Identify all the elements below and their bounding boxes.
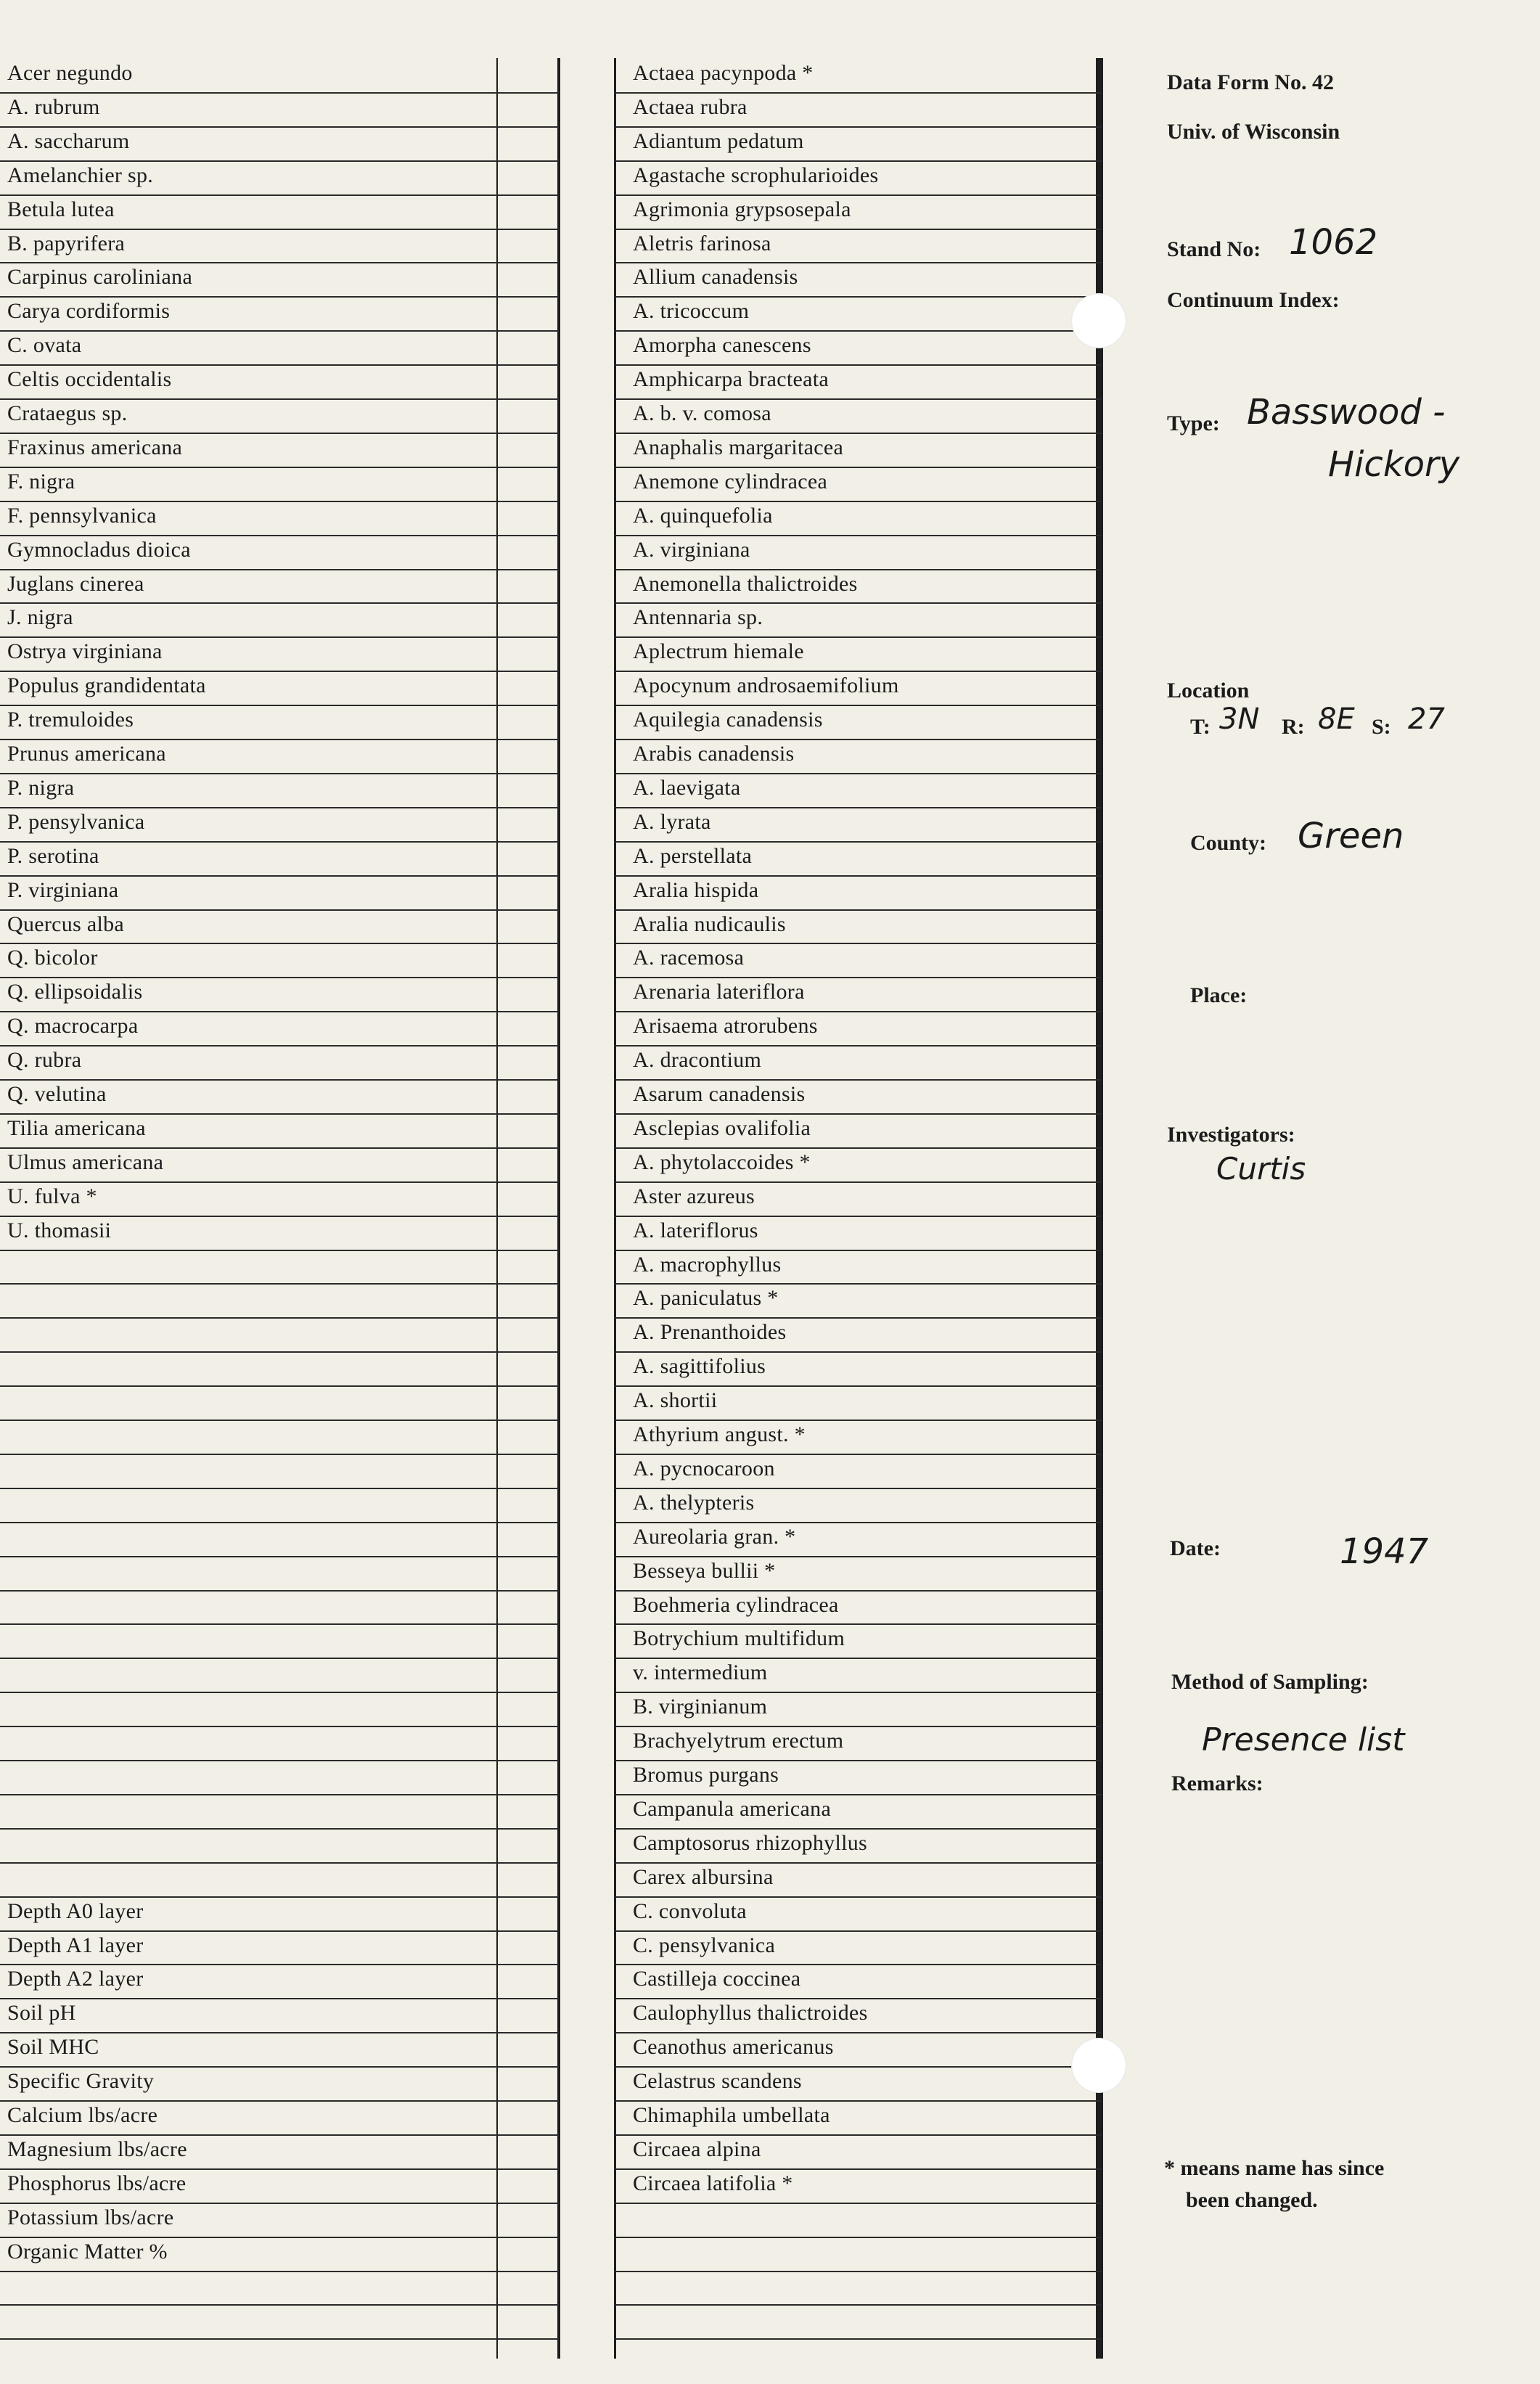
row-rule xyxy=(615,1556,1102,1557)
row-rule xyxy=(615,1250,1102,1251)
row-rule xyxy=(0,1420,559,1421)
row-rule xyxy=(615,875,1102,877)
right-species-name: Aplectrum hiemale xyxy=(633,639,804,663)
row-rule xyxy=(615,467,1102,468)
row-rule xyxy=(615,943,1102,944)
left-species-name: Amelanchier sp. xyxy=(7,163,154,187)
row-rule xyxy=(615,807,1102,808)
row-rule xyxy=(615,398,1102,400)
row-rule xyxy=(0,92,559,94)
row-rule xyxy=(615,1692,1102,1693)
left-species-name: P. serotina xyxy=(7,844,99,868)
right-species-name: Ceanothus americanus xyxy=(633,2035,834,2059)
row-rule xyxy=(615,1351,1102,1353)
right-species-name: Arabis canadensis xyxy=(633,742,795,766)
row-rule xyxy=(615,1011,1102,1012)
row-rule xyxy=(615,92,1102,94)
row-rule xyxy=(615,1522,1102,1523)
row-rule xyxy=(0,1045,559,1046)
right-species-name: A. laevigata xyxy=(633,776,741,800)
species-grid xyxy=(0,58,1106,2359)
left-species-name: P. nigra xyxy=(7,776,75,800)
soil-measure-label: Depth A1 layer xyxy=(7,1933,144,1957)
row-rule xyxy=(615,1317,1102,1319)
row-rule xyxy=(615,2168,1102,2170)
row-rule xyxy=(615,569,1102,570)
soil-measure-label: Magnesium lbs/acre xyxy=(7,2137,187,2161)
investigators-value: Curtis xyxy=(1216,1151,1306,1187)
row-rule xyxy=(0,1113,559,1115)
right-species-name: Aureolaria gran. * xyxy=(633,1525,796,1549)
row-rule xyxy=(0,433,559,434)
row-rule xyxy=(0,875,559,877)
left-species-name: Ostrya virginiana xyxy=(7,639,163,663)
left-species-name: Betula lutea xyxy=(7,197,115,221)
column-rule xyxy=(614,58,616,2359)
right-species-name: Agastache scrophularioides xyxy=(633,163,879,187)
soil-measure-label: Specific Gravity xyxy=(7,2069,155,2093)
row-rule xyxy=(0,739,559,740)
row-rule xyxy=(615,194,1102,196)
row-rule xyxy=(0,2066,559,2068)
right-species-name: Campanula americana xyxy=(633,1797,832,1821)
row-rule xyxy=(615,1113,1102,1115)
location-label: Location xyxy=(1167,679,1250,702)
right-species-name: Boehmeria cylindracea xyxy=(633,1593,839,1617)
row-rule xyxy=(0,977,559,978)
column-rule xyxy=(496,58,498,2359)
section-label: S: xyxy=(1372,715,1391,739)
row-rule xyxy=(615,535,1102,536)
row-rule xyxy=(0,1590,559,1592)
right-species-name: v. intermedium xyxy=(633,1660,768,1684)
row-rule xyxy=(0,1658,559,1659)
method-of-sampling-value: Presence list xyxy=(1202,1721,1405,1758)
row-rule xyxy=(615,841,1102,843)
right-species-name: Agrimonia grypsosepala xyxy=(633,197,851,221)
row-rule xyxy=(615,1760,1102,1761)
row-rule xyxy=(615,1964,1102,1965)
row-rule xyxy=(0,1250,559,1251)
left-species-name: C. ovata xyxy=(7,333,82,357)
row-rule xyxy=(615,364,1102,366)
left-species-name: Carya cordiformis xyxy=(7,299,171,323)
row-rule xyxy=(615,296,1102,298)
right-species-name: Athyrium angust. * xyxy=(633,1422,806,1446)
right-species-name: Circaea latifolia * xyxy=(633,2171,793,2195)
row-rule xyxy=(615,2203,1102,2204)
row-rule xyxy=(0,943,559,944)
right-species-name: A. macrophyllus xyxy=(633,1253,782,1277)
row-rule xyxy=(615,909,1102,911)
row-rule xyxy=(0,1964,559,1965)
row-rule xyxy=(0,1283,559,1285)
row-rule xyxy=(0,330,559,332)
row-rule xyxy=(615,262,1102,263)
row-rule xyxy=(0,1998,559,1999)
row-rule xyxy=(615,2271,1102,2272)
right-species-name: Brachyelytrum erectum xyxy=(633,1729,844,1753)
row-rule xyxy=(0,1556,559,1557)
right-species-name: Circaea alpina xyxy=(633,2137,761,2161)
row-rule xyxy=(0,1351,559,1353)
row-rule xyxy=(0,467,559,468)
row-rule xyxy=(615,1079,1102,1081)
row-rule xyxy=(615,1147,1102,1149)
row-rule xyxy=(615,602,1102,604)
continuum-index-label: Continuum Index: xyxy=(1167,288,1340,312)
row-rule xyxy=(0,2168,559,2170)
left-species-name: U. thomasii xyxy=(7,1218,112,1242)
remarks-label: Remarks: xyxy=(1171,1771,1263,1795)
right-species-name: Besseya bullii * xyxy=(633,1559,776,1583)
right-species-name: Caulophyllus thalictroides xyxy=(633,2001,868,2025)
row-rule xyxy=(0,1623,559,1625)
right-species-name: Chimaphila umbellata xyxy=(633,2103,830,2127)
right-species-name: Arenaria lateriflora xyxy=(633,980,805,1004)
row-rule xyxy=(0,160,559,162)
row-rule xyxy=(615,1998,1102,1999)
row-rule xyxy=(615,1590,1102,1592)
left-species-name: Celtis occidentalis xyxy=(7,367,172,391)
row-rule xyxy=(0,126,559,128)
row-rule xyxy=(615,1454,1102,1455)
row-rule xyxy=(615,1623,1102,1625)
right-species-name: C. pensylvanica xyxy=(633,1933,776,1957)
right-species-name: A. sagittifolius xyxy=(633,1354,766,1378)
right-species-name: Amorpha canescens xyxy=(633,333,811,357)
row-rule xyxy=(615,160,1102,162)
left-species-name: Populus grandidentata xyxy=(7,673,206,697)
punch-hole xyxy=(1071,293,1126,348)
type-value-line2: Hickory xyxy=(1328,444,1460,485)
row-rule xyxy=(0,705,559,706)
right-species-name: Arisaema atrorubens xyxy=(633,1014,818,1038)
row-rule xyxy=(615,1828,1102,1830)
place-label: Place: xyxy=(1190,983,1248,1007)
row-rule xyxy=(0,1385,559,1387)
row-rule xyxy=(0,2237,559,2238)
left-species-name: Acer negundo xyxy=(7,61,133,85)
row-rule xyxy=(615,1726,1102,1727)
right-species-name: A. phytolaccoides * xyxy=(633,1150,811,1174)
row-rule xyxy=(0,602,559,604)
right-species-name: A. paniculatus * xyxy=(633,1286,779,1310)
footnote-line1: * means name has since xyxy=(1164,2156,1385,2180)
left-species-name: Carpinus caroliniana xyxy=(7,265,193,289)
left-species-name: P. tremuloides xyxy=(7,708,134,732)
row-rule xyxy=(615,773,1102,774)
left-species-name: Quercus alba xyxy=(7,912,125,936)
row-rule xyxy=(615,1045,1102,1046)
row-rule xyxy=(615,1181,1102,1183)
row-rule xyxy=(0,2100,559,2102)
right-species-name: Bromus purgans xyxy=(633,1763,779,1787)
soil-measure-label: Soil MHC xyxy=(7,2035,99,2059)
row-rule xyxy=(615,977,1102,978)
right-species-name: A. pycnocaroon xyxy=(633,1457,775,1480)
row-rule xyxy=(0,2338,559,2340)
row-rule xyxy=(615,739,1102,740)
footnote-line2: been changed. xyxy=(1186,2188,1318,2212)
soil-measure-label: Phosphorus lbs/acre xyxy=(7,2171,187,2195)
left-species-name: Q. bicolor xyxy=(7,946,98,970)
row-rule xyxy=(0,501,559,502)
row-rule xyxy=(0,1862,559,1864)
row-rule xyxy=(615,636,1102,638)
row-rule xyxy=(0,773,559,774)
row-rule xyxy=(0,1454,559,1455)
right-species-name: Antennaria sp. xyxy=(633,605,763,629)
row-rule xyxy=(615,1896,1102,1898)
right-species-name: A. racemosa xyxy=(633,946,745,970)
row-rule xyxy=(615,671,1102,672)
left-species-name: Fraxinus americana xyxy=(7,435,183,459)
left-species-name: Gymnocladus dioica xyxy=(7,538,191,562)
right-species-name: C. convoluta xyxy=(633,1899,747,1923)
county-label: County: xyxy=(1190,831,1267,855)
range-label: R: xyxy=(1282,715,1305,739)
university-name: Univ. of Wisconsin xyxy=(1167,120,1340,144)
right-species-name: Asarum canadensis xyxy=(633,1082,806,1106)
right-species-name: Aralia nudicaulis xyxy=(633,912,786,936)
section-value: 27 xyxy=(1408,702,1445,736)
method-of-sampling-label: Method of Sampling: xyxy=(1171,1670,1369,1694)
investigators-label: Investigators: xyxy=(1167,1123,1295,1147)
row-rule xyxy=(615,1658,1102,1659)
county-value: Green xyxy=(1298,816,1404,856)
right-species-name: A. dracontium xyxy=(633,1048,762,1072)
right-species-name: Apocynum androsaemifolium xyxy=(633,673,899,697)
right-species-name: A. tricoccum xyxy=(633,299,750,323)
row-rule xyxy=(615,229,1102,230)
row-rule xyxy=(0,807,559,808)
right-species-name: A. b. v. comosa xyxy=(633,401,771,425)
row-rule xyxy=(0,1317,559,1319)
soil-measure-label: Calcium lbs/acre xyxy=(7,2103,158,2127)
right-species-name: Anemonella thalictroides xyxy=(633,572,858,596)
right-species-name: A. virginiana xyxy=(633,538,750,562)
stand-no-value: 1062 xyxy=(1289,222,1378,263)
soil-measure-label: Organic Matter % xyxy=(7,2240,168,2264)
column-rule-heavy xyxy=(1096,58,1103,2359)
row-rule xyxy=(615,433,1102,434)
row-rule xyxy=(0,1760,559,1761)
row-rule xyxy=(0,1794,559,1795)
row-rule xyxy=(615,1420,1102,1421)
township-label: T: xyxy=(1190,715,1211,739)
data-form-number: Data Form No. 42 xyxy=(1167,70,1334,94)
row-rule xyxy=(0,1692,559,1693)
left-species-name: Q. velutina xyxy=(7,1082,107,1106)
right-species-name: Asclepias ovalifolia xyxy=(633,1116,811,1140)
row-rule xyxy=(615,2338,1102,2340)
row-rule xyxy=(615,1283,1102,1285)
row-rule xyxy=(0,398,559,400)
row-rule xyxy=(0,1488,559,1489)
range-value: 8E xyxy=(1318,702,1355,736)
left-species-name: A. saccharum xyxy=(7,129,130,153)
row-rule xyxy=(615,1794,1102,1795)
left-species-name: P. pensylvanica xyxy=(7,810,145,834)
row-rule xyxy=(0,671,559,672)
soil-measure-label: Potassium lbs/acre xyxy=(7,2205,174,2229)
date-label: Date: xyxy=(1170,1536,1221,1560)
left-species-name: Q. rubra xyxy=(7,1048,82,1072)
row-rule xyxy=(615,1488,1102,1489)
right-species-name: Aralia hispida xyxy=(633,878,759,902)
row-rule xyxy=(0,2271,559,2272)
right-species-name: Botrychium multifidum xyxy=(633,1626,845,1650)
right-species-name: B. virginianum xyxy=(633,1695,768,1719)
soil-measure-label: Depth A0 layer xyxy=(7,1899,144,1923)
right-species-name: Anemone cylindracea xyxy=(633,470,828,493)
row-rule xyxy=(0,636,559,638)
right-species-name: Camptosorus rhizophyllus xyxy=(633,1831,868,1855)
row-rule xyxy=(0,1079,559,1081)
row-rule xyxy=(0,262,559,263)
type-label: Type: xyxy=(1167,411,1220,435)
right-species-name: Aster azureus xyxy=(633,1184,755,1208)
column-rule xyxy=(557,58,560,2359)
left-species-name: Juglans cinerea xyxy=(7,572,144,596)
row-rule xyxy=(0,296,559,298)
date-value: 1947 xyxy=(1340,1531,1429,1572)
row-rule xyxy=(615,2066,1102,2068)
row-rule xyxy=(615,2032,1102,2033)
right-species-name: Celastrus scandens xyxy=(633,2069,802,2093)
row-rule xyxy=(0,1828,559,1830)
left-species-name: F. nigra xyxy=(7,470,75,493)
row-rule xyxy=(615,1930,1102,1932)
right-species-name: Actaea pacynpoda * xyxy=(633,61,814,85)
right-species-name: A. Prenanthoides xyxy=(633,1320,787,1344)
row-rule xyxy=(615,2304,1102,2306)
soil-measure-label: Soil pH xyxy=(7,2001,76,2025)
row-rule xyxy=(615,1216,1102,1217)
right-species-name: Allium canadensis xyxy=(633,265,798,289)
type-value-line1: Basswood - xyxy=(1247,392,1446,433)
right-species-name: Actaea rubra xyxy=(633,95,748,119)
row-rule xyxy=(0,535,559,536)
left-species-name: Tilia americana xyxy=(7,1116,146,1140)
left-species-name: J. nigra xyxy=(7,605,73,629)
row-rule xyxy=(615,330,1102,332)
left-species-name: Prunus americana xyxy=(7,742,166,766)
left-species-name: Ulmus americana xyxy=(7,1150,164,1174)
row-rule xyxy=(615,501,1102,502)
row-rule xyxy=(0,569,559,570)
row-rule xyxy=(0,1522,559,1523)
right-species-name: Aletris farinosa xyxy=(633,232,771,255)
right-species-name: Castilleja coccinea xyxy=(633,1967,801,1991)
row-rule xyxy=(615,1862,1102,1864)
left-species-name: U. fulva * xyxy=(7,1184,97,1208)
right-species-name: Amphicarpa bracteata xyxy=(633,367,830,391)
right-species-name: Adiantum pedatum xyxy=(633,129,804,153)
left-species-name: A. rubrum xyxy=(7,95,100,119)
row-rule xyxy=(0,2134,559,2136)
row-rule xyxy=(0,2304,559,2306)
left-species-name: B. papyrifera xyxy=(7,232,126,255)
row-rule xyxy=(0,229,559,230)
row-rule xyxy=(0,1216,559,1217)
row-rule xyxy=(0,1930,559,1932)
row-rule xyxy=(615,705,1102,706)
row-rule xyxy=(0,1147,559,1149)
right-species-name: A. lateriflorus xyxy=(633,1218,758,1242)
right-species-name: Anaphalis margaritacea xyxy=(633,435,844,459)
row-rule xyxy=(0,194,559,196)
row-rule xyxy=(0,2203,559,2204)
row-rule xyxy=(615,1385,1102,1387)
row-rule xyxy=(0,1011,559,1012)
row-rule xyxy=(0,841,559,843)
row-rule xyxy=(0,364,559,366)
township-value: 3N xyxy=(1219,702,1260,736)
row-rule xyxy=(0,2032,559,2033)
left-species-name: Crataegus sp. xyxy=(7,401,128,425)
row-rule xyxy=(615,126,1102,128)
row-rule xyxy=(0,1896,559,1898)
row-rule xyxy=(0,1726,559,1727)
right-species-name: Carex albursina xyxy=(633,1865,774,1889)
right-species-name: Aquilegia canadensis xyxy=(633,708,823,732)
row-rule xyxy=(615,2100,1102,2102)
left-species-name: P. virginiana xyxy=(7,878,119,902)
stand-no-label: Stand No: xyxy=(1167,237,1261,261)
row-rule xyxy=(0,1181,559,1183)
punch-hole xyxy=(1071,2038,1126,2093)
row-rule xyxy=(0,909,559,911)
right-species-name: A. shortii xyxy=(633,1388,718,1412)
row-rule xyxy=(615,2134,1102,2136)
left-species-name: Q. macrocarpa xyxy=(7,1014,139,1038)
right-species-name: A. thelypteris xyxy=(633,1491,755,1515)
right-species-name: A. quinquefolia xyxy=(633,504,773,528)
right-species-name: A. lyrata xyxy=(633,810,711,834)
row-rule xyxy=(615,2237,1102,2238)
right-species-name: A. perstellata xyxy=(633,844,753,868)
left-species-name: Q. ellipsoidalis xyxy=(7,980,143,1004)
soil-measure-label: Depth A2 layer xyxy=(7,1967,144,1991)
left-species-name: F. pennsylvanica xyxy=(7,504,157,528)
